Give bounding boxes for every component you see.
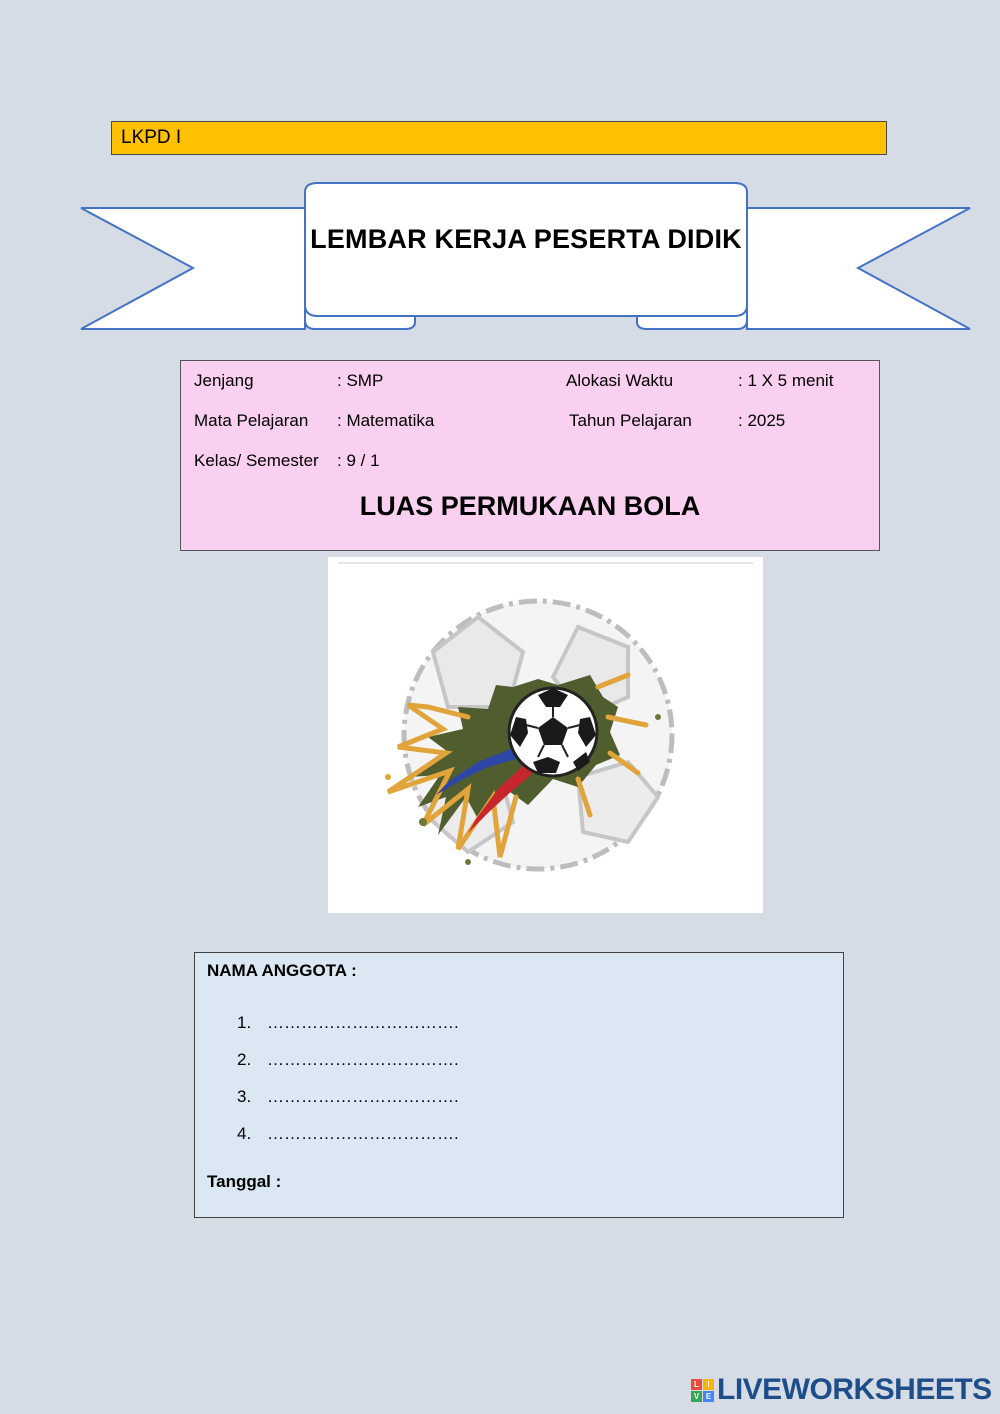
member-number: 4. xyxy=(237,1124,252,1143)
brand-name: LIVEWORKSHEETS xyxy=(717,1373,992,1406)
members-box xyxy=(194,952,844,1218)
member-blank: ……………………………. xyxy=(267,1050,459,1069)
member-item[interactable] xyxy=(237,1050,459,1070)
logo-letter: L xyxy=(691,1379,702,1390)
tahun-label: Tahun Pelajaran xyxy=(569,411,692,430)
kelas-value: : 9 / 1 xyxy=(337,451,380,470)
member-item[interactable] xyxy=(237,1124,459,1144)
alokasi-label: Alokasi Waktu xyxy=(566,371,674,390)
liveworksheets-logo-icon xyxy=(691,1379,714,1402)
liveworksheets-brand xyxy=(691,1372,992,1408)
member-item[interactable] xyxy=(237,1087,459,1107)
logo-letter: E xyxy=(703,1391,714,1402)
member-item[interactable] xyxy=(237,1013,459,1033)
jenjang-label: Jenjang xyxy=(194,371,254,390)
date-label: Tanggal : xyxy=(207,1172,282,1191)
member-blank: ……………………………. xyxy=(267,1013,459,1032)
illustration-frame xyxy=(328,557,763,913)
ribbon-right-tail xyxy=(747,208,970,329)
member-blank: ……………………………. xyxy=(267,1087,459,1106)
member-number: 1. xyxy=(237,1013,252,1032)
tahun-value: : 2025 xyxy=(738,411,786,430)
member-blank: ……………………………. xyxy=(267,1124,459,1143)
logo-letter: V xyxy=(691,1391,702,1402)
ribbon-left-tail xyxy=(81,208,305,329)
member-number: 3. xyxy=(237,1087,252,1106)
members-heading: NAMA ANGGOTA : xyxy=(207,961,357,980)
worksheet-title: LEMBAR KERJA PESERTA DIDIK xyxy=(310,224,742,254)
lkpd-label: LKPD I xyxy=(121,127,182,148)
alokasi-value: : 1 X 5 menit xyxy=(738,371,834,390)
title-ribbon-banner xyxy=(0,170,1000,340)
kelas-label: Kelas/ Semester xyxy=(194,451,319,470)
mapel-label: Mata Pelajaran xyxy=(194,411,309,430)
topic-title: LUAS PERMUKAAN BOLA xyxy=(359,491,701,521)
mapel-value: : Matematika xyxy=(337,411,435,430)
jenjang-value: : SMP xyxy=(337,371,384,390)
member-number: 2. xyxy=(237,1050,252,1069)
logo-letter: I xyxy=(703,1379,714,1390)
soccer-ball-splash-icon xyxy=(328,557,763,913)
lkpd-header-bar xyxy=(111,121,887,155)
info-box xyxy=(180,360,880,551)
